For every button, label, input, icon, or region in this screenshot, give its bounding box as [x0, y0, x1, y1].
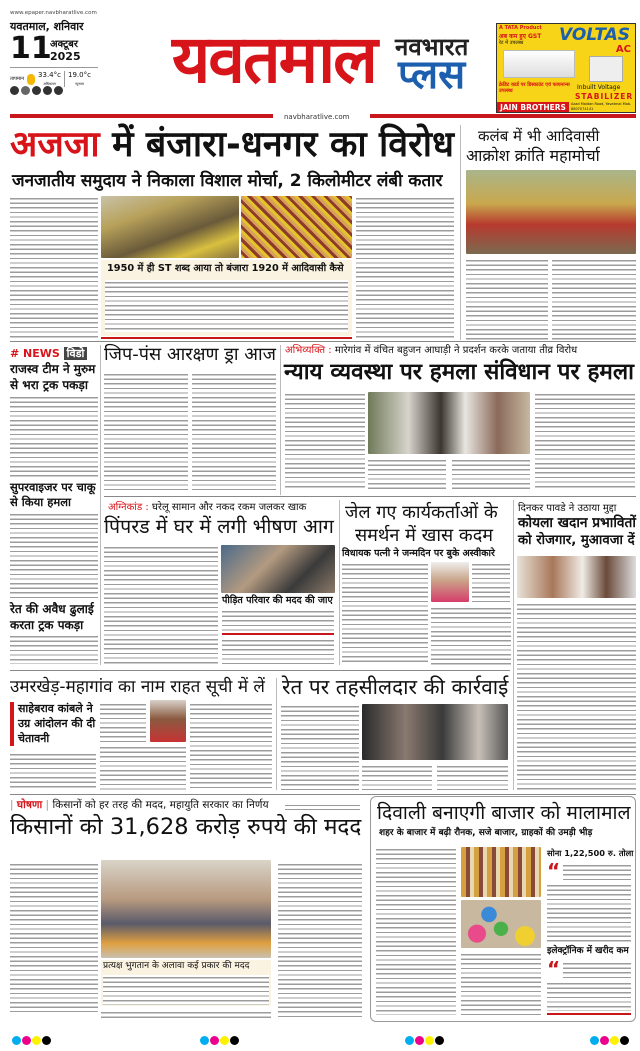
fire-photo: [221, 545, 335, 593]
diwali-headline: दिवाली बनाएगी बाजार को मालामाल: [377, 801, 631, 824]
voltas-ad[interactable]: A TATA Product अब कम हुए GST रेट में उपलब्ध VOLTAS AC क्रेडिट कार्ड पर डिस्काउंट एवं फायनान्स उपलब्ध Inbuilt Voltage STABILIZER JAIN BROTHERS Azad Maidan Road, Yavatmal Mob. 8807074141: [496, 23, 636, 113]
lead-box: [101, 260, 352, 336]
story-sand-truck: रेत की अवैध ढुलाई करता ट्रक पकड़ा: [10, 602, 94, 632]
youtube-icon[interactable]: [43, 86, 52, 95]
ac-unit-image: [503, 50, 575, 78]
diwali-body: [376, 847, 456, 1015]
rangoli-colors-photo: [461, 900, 541, 948]
instagram-icon[interactable]: [32, 86, 41, 95]
market-photo-1: [461, 847, 541, 897]
date-month: अक्टूबर: [50, 39, 78, 50]
sand-headline: रेत पर तहसीलदार की कार्रवाई: [282, 675, 509, 699]
website[interactable]: www.epaper.navbharatlive.com: [10, 10, 97, 16]
news-tag: # NEWS विडो: [10, 346, 87, 361]
date-year: 2025: [50, 50, 81, 63]
jail-body: [342, 562, 428, 665]
kamble-photo: [150, 700, 186, 742]
registration-marks: [590, 1030, 630, 1049]
abhivyakti-headline: न्याय व्यवस्था पर हमला संविधान पर हमला: [284, 359, 634, 385]
masthead: [0, 0, 640, 121]
diwali-subhead: शहर के बाजार में बढ़ी रौनक, सजे बाजार, ग्राहकों की उमड़ी भीड़: [379, 828, 593, 838]
umarkhed-body: [10, 752, 96, 790]
rally-photo-2: [241, 196, 352, 258]
date-day: 11: [10, 31, 52, 66]
kalamb-body: [466, 258, 548, 340]
jail-headline-2: समर्थन में खास कदम: [355, 525, 494, 546]
registration-marks: [12, 1030, 52, 1049]
zp-body: [104, 372, 188, 490]
zp-headline: जिप-पंस आरक्षण ड्रा आज: [104, 344, 277, 365]
sand-seizure-photo: [362, 704, 508, 760]
lead-box-title: 1950 में ही ST शब्द आया तो बंजारा 1920 में आदिवासी कैसे: [107, 263, 344, 274]
facebook-icon[interactable]: [10, 86, 19, 95]
lead-body: [10, 196, 98, 340]
jail-subhead: विधायक पत्नी ने जन्मदिन पर बुके अस्वीकारे: [342, 548, 495, 559]
story-supervisor-attack: सुपरवाइजर पर चाकू से किया हमला: [10, 480, 96, 509]
logo-main: यवतमाल: [172, 21, 376, 98]
fire-kicker: अग्निकांड : घरेलू सामान और नकद रकम जलकर खाक: [108, 502, 307, 513]
farmers-meeting-photo: [101, 860, 271, 958]
linkedin-icon[interactable]: [54, 86, 63, 95]
coal-body: [517, 602, 636, 790]
coal-kicker: दिनकर पावडे ने उठाया मुद्दा: [518, 503, 617, 514]
fire-body: [104, 545, 218, 665]
sand-body: [281, 704, 359, 790]
temp-min: 19.0°c: [67, 71, 91, 79]
quote-icon: “: [547, 957, 561, 981]
logo-top: नवभारत: [395, 33, 469, 61]
umarkhed-headline: उमरखेड़-महागांव का नाम राहत सूची में लें: [10, 677, 265, 697]
weather: तापमान 33.4°c अधिकतम 19.0°c न्यूनतम: [10, 71, 91, 86]
site-link[interactable]: navbharatlive.com: [284, 113, 350, 121]
registration-marks: [200, 1030, 240, 1049]
kalamb-headline-1: कलंब में भी आदिवासी: [478, 127, 600, 145]
lead-body-col: [356, 196, 454, 340]
coal-headline-2: को रोजगार, मुआवजा दें: [518, 533, 635, 548]
farmers-kicker: | घोषणा | किसानों को हर तरह की मदद, महायुति सरकार का निर्णय: [10, 799, 269, 811]
lead-subhead: जनजातीय समुदाय ने निकाला विशाल मोर्चा, 2 किलोमीटर लंबी कतार: [12, 171, 443, 191]
mla-wife-photo: [431, 562, 469, 602]
quote-icon: “: [547, 859, 561, 883]
gold-price-title: सोना 1,22,500 रु. तोला: [547, 848, 634, 858]
meeting-photo: [517, 556, 636, 598]
weather-label: तापमान: [10, 76, 25, 82]
logo-bottom: प्लस: [398, 52, 466, 98]
protest-photo: [368, 392, 530, 454]
farmers-body: [10, 862, 98, 1012]
jail-headline-1: जेल गए कार्यकर्ताओं के: [345, 502, 498, 523]
coal-headline-1: कोयला खदान प्रभावितों: [518, 515, 636, 531]
abhivyakti-kicker: अभिव्यक्ति : मारेगांव में वंचित बहुजन आघाड़ी ने प्रदर्शन करके जताया तीव्र विरोध: [285, 345, 578, 356]
story-truck-murum: राजस्व टीम ने मुरुम से भरा ट्रक पकड़ा: [10, 362, 96, 392]
lead-headline: अजजा में बंजारा-धनगर का विरोध: [10, 124, 455, 165]
twitter-icon[interactable]: [21, 86, 30, 95]
farmers-headline: किसानों को 31,628 करोड़ रुपये की मदद: [10, 814, 362, 840]
electronics-title: इलेक्ट्रॉनिक में खरीद कम: [547, 946, 629, 956]
rally-photo-1: [101, 196, 239, 258]
abhivyakti-body: [285, 392, 365, 490]
outdoor-unit-image: [589, 56, 623, 82]
kalamb-headline-2: आक्रोश क्रांति महामोर्चा: [466, 146, 600, 165]
kalamb-rally-photo: [466, 170, 636, 254]
social-icons: [10, 86, 64, 95]
diwali-box: [370, 796, 636, 1022]
umarkhed-box: साहेबराव कांबले ने उग्र आंदोलन की दी चेतावनी: [10, 702, 96, 746]
fire-headline: पिंपरड में घर में लगी भीषण आग: [104, 515, 334, 538]
farmers-box: प्रत्यक्ष भुगतान के अलावा कई प्रकार की मदद: [101, 960, 271, 1006]
voltas-logo: VOLTAS: [559, 25, 631, 45]
temp-max: 33.4°c: [38, 71, 61, 79]
registration-marks: [405, 1030, 445, 1049]
thermometer-icon: [27, 74, 35, 85]
city-day: यवतमाल, शनिवार: [10, 20, 84, 33]
fire-caption-title: पीड़ित परिवार की मदद की जाए: [222, 595, 333, 606]
